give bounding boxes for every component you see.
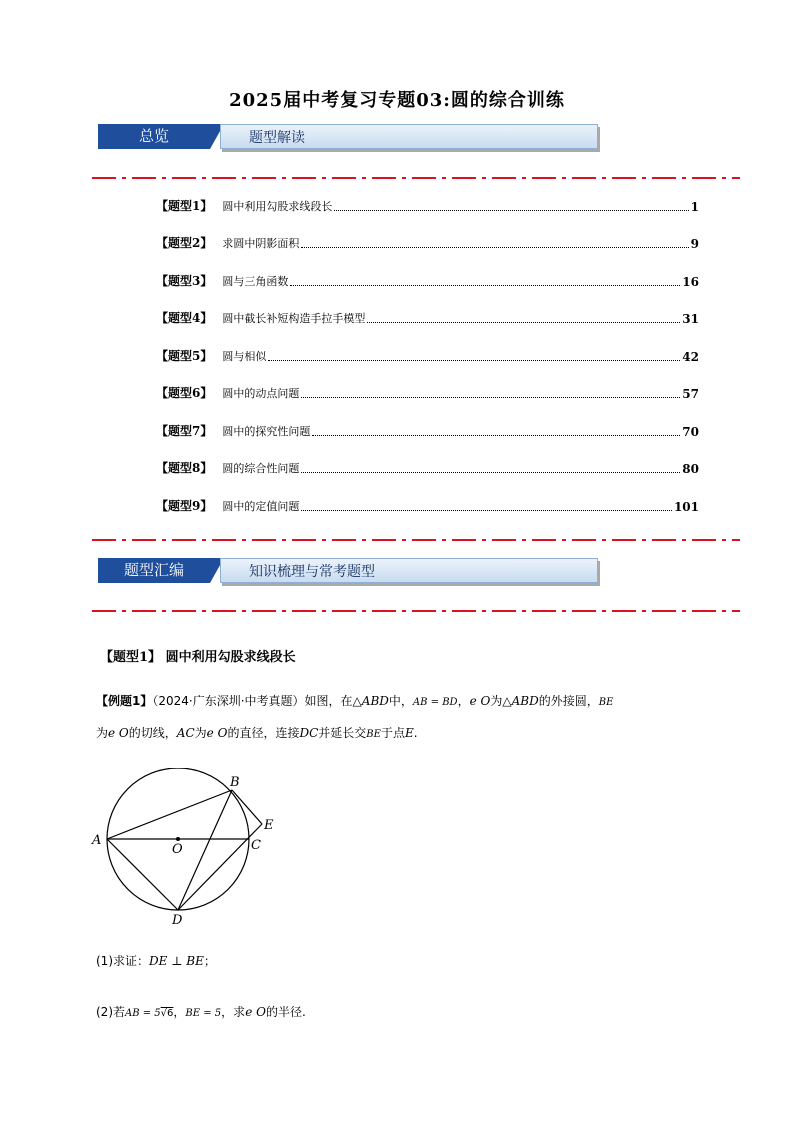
toc-page: 42: [682, 350, 699, 364]
toc-text: 圆与相似: [222, 350, 267, 363]
toc-page: 70: [682, 425, 699, 439]
compilation-banner: [98, 558, 600, 586]
question-2: [96, 1003, 306, 1020]
toc-page: 16: [682, 275, 699, 289]
math: DE ⊥ BE: [149, 954, 204, 968]
toc-entry[interactable]: [156, 271, 699, 289]
toc-page: 57: [682, 387, 699, 401]
banner-label: 题型解读: [249, 130, 305, 146]
toc-leader-dots: [301, 397, 680, 398]
text: (2)若: [96, 1005, 125, 1019]
overview-banner: [98, 124, 600, 152]
math: BE: [598, 697, 614, 708]
toc-page: 101: [673, 500, 699, 514]
math-radical: √6: [160, 1008, 174, 1019]
toc-text: 圆的综合性问题: [222, 462, 300, 475]
text: ，: [457, 694, 470, 708]
math: e O: [245, 1005, 266, 1019]
toc-text: 求圆中阴影面积: [222, 237, 300, 250]
banner-box: [220, 124, 598, 149]
toc-tag: 【题型6】: [156, 386, 213, 400]
text: 为: [490, 694, 503, 708]
toc-page: 80: [682, 462, 699, 476]
toc-entry[interactable]: [156, 308, 699, 326]
toc-text: 圆与三角函数: [222, 275, 289, 288]
math: e O: [108, 726, 129, 740]
example-label: 【例题1】: [96, 694, 153, 708]
toc-leader-dots: [301, 247, 688, 248]
toc-tag: 【题型8】: [156, 461, 213, 475]
banner-box: [220, 558, 598, 583]
text: ，: [173, 1005, 186, 1019]
circle-geometry-figure: [90, 768, 280, 928]
segment-ad: [107, 839, 178, 910]
document-title: 2025届中考复习专题03:圆的综合训练: [229, 90, 565, 111]
text: ，求: [221, 1005, 246, 1019]
toc-leader-dots: [334, 210, 688, 211]
tangent-be: [232, 790, 262, 824]
toc-page: 9: [690, 237, 699, 251]
text: 如图，在: [304, 694, 353, 708]
center-point: [176, 837, 180, 841]
toc-text: 圆中截长补短构造手拉手模型: [222, 312, 366, 325]
banner-tab: 总览: [98, 124, 210, 149]
text: 的切线，: [128, 726, 177, 740]
toc-entry[interactable]: [156, 458, 699, 476]
toc-tag: 【题型5】: [156, 349, 213, 363]
toc-entry[interactable]: [156, 233, 699, 251]
toc-entry[interactable]: [156, 346, 699, 364]
math: e O: [469, 694, 491, 708]
section-heading: 【题型1】 圆中利用勾股求线段长: [100, 650, 296, 665]
toc-text: 圆中利用勾股求线段长: [222, 200, 333, 213]
point-label-c: C: [251, 838, 261, 853]
text: .: [413, 726, 418, 740]
point-label-o: O: [172, 842, 183, 857]
math: △ABD: [352, 694, 389, 708]
point-label-b: B: [230, 775, 240, 790]
dash-dot-divider: [92, 538, 740, 542]
text: 于点: [380, 726, 405, 740]
point-label-e: E: [264, 818, 274, 833]
toc-page: 31: [682, 312, 699, 326]
text: 的直径，连接: [227, 726, 300, 740]
math: e O: [206, 726, 228, 740]
text: 为: [96, 726, 109, 740]
toc-text: 圆中的动点问题: [222, 387, 300, 400]
text: 中，: [388, 694, 413, 708]
point-label-d: D: [172, 913, 183, 928]
text: 为: [194, 726, 207, 740]
toc-leader-dots: [301, 510, 672, 511]
text: 的外接圆，: [538, 694, 599, 708]
toc-leader-dots: [268, 360, 680, 361]
math: DC: [299, 726, 319, 740]
math: BE: [366, 729, 381, 740]
toc-entry[interactable]: [156, 421, 699, 439]
example-problem: [96, 686, 706, 750]
dash-dot-divider: [92, 176, 740, 180]
banner-label: 知识梳理与常考题型: [249, 564, 375, 580]
banner-tab: 题型汇编: [98, 558, 210, 583]
math: △ABD: [502, 694, 539, 708]
math: AB = BD: [412, 697, 458, 708]
text: (1)求证：: [96, 954, 149, 968]
example-source: （2024·广东深圳·中考真题）: [152, 694, 305, 708]
toc-tag: 【题型2】: [156, 236, 213, 250]
toc-entry[interactable]: [156, 496, 699, 514]
toc-text: 圆中的定值问题: [222, 500, 300, 513]
text: ；: [203, 954, 216, 968]
point-label-a: A: [92, 833, 102, 848]
text: 并延长交: [318, 726, 367, 740]
text: 的半径.: [265, 1005, 306, 1019]
question-1: [96, 952, 216, 969]
toc-tag: 【题型1】: [156, 199, 213, 213]
toc-tag: 【题型3】: [156, 274, 213, 288]
toc-entry[interactable]: [156, 196, 699, 214]
toc-leader-dots: [312, 435, 680, 436]
math: BE = 5: [185, 1008, 222, 1019]
toc-text: 圆中的探究性问题: [222, 425, 311, 438]
dash-dot-divider: [92, 609, 740, 613]
math: E: [404, 726, 414, 740]
segment-de: [178, 824, 262, 910]
toc-tag: 【题型4】: [156, 311, 213, 325]
math: AB = 5: [125, 1008, 161, 1019]
toc-tag: 【题型9】: [156, 499, 213, 513]
toc-page: 1: [690, 200, 699, 214]
toc-leader-dots: [301, 472, 680, 473]
toc-entry[interactable]: [156, 383, 699, 401]
toc-leader-dots: [367, 322, 680, 323]
math: AC: [176, 726, 195, 740]
toc-tag: 【题型7】: [156, 424, 213, 438]
toc-leader-dots: [290, 285, 680, 286]
